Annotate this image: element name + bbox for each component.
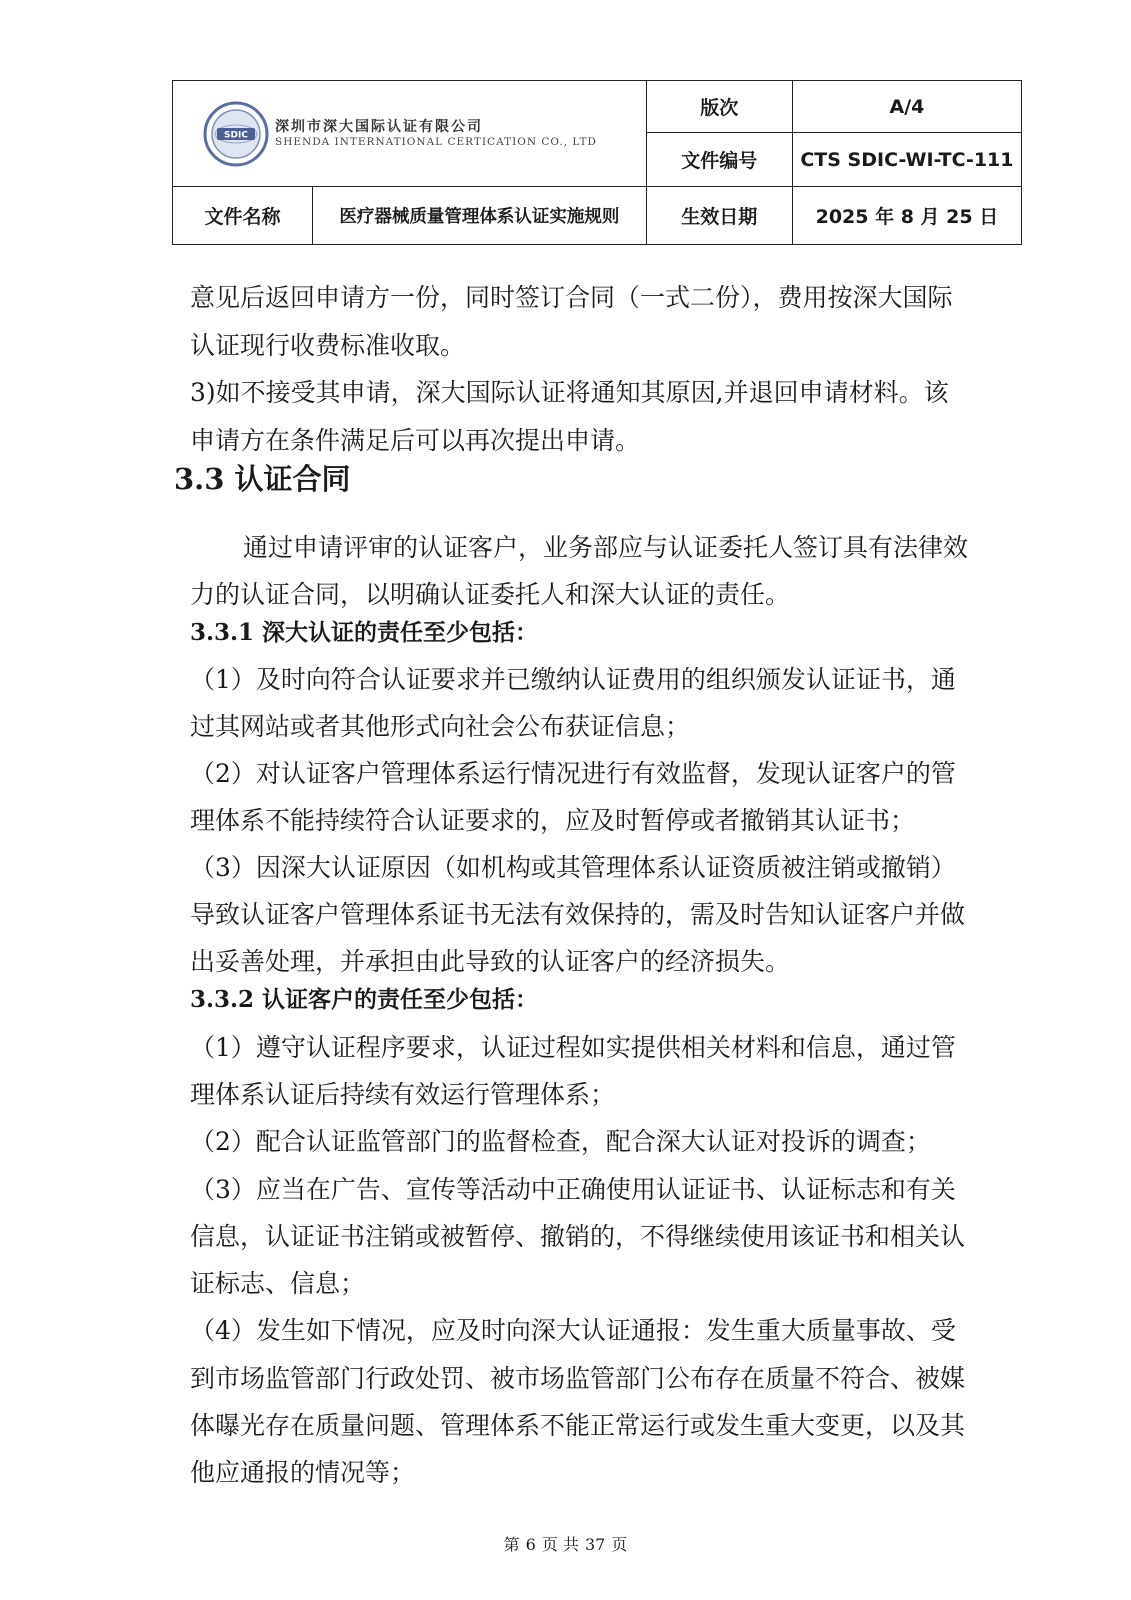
list-item-line: （3）应当在广告、宣传等活动中正确使用认证证书、认证标志和有关 <box>190 1175 956 1204</box>
effective-date-label: 生效日期 <box>646 187 792 245</box>
page-prefix: 第 <box>503 1535 520 1554</box>
list-item-line: 理体系认证后持续有效运行管理体系； <box>190 1080 616 1109</box>
logo-text: SDIC <box>224 130 248 140</box>
page-current: 6 <box>525 1535 536 1554</box>
effective-date-value: 2025 年 8 月 25 日 <box>792 187 1021 245</box>
paragraph-line: 3)如不接受其申请，深大国际认证将通知其原因,并退回申请材料。该 <box>190 378 949 407</box>
list-item-line: （1）及时向符合认证要求并已缴纳认证费用的组织颁发认证证书，通 <box>190 665 956 694</box>
page-suffix: 页 <box>611 1535 628 1554</box>
version-label: 版次 <box>646 81 792 133</box>
document-name-value: 医疗器械质量管理体系认证实施规则 <box>313 187 646 245</box>
subsection-heading-3-3-2: 3.3.2 认证客户的责任至少包括： <box>190 986 539 1013</box>
list-item-line: （1）遵守认证程序要求，认证过程如实提供相关材料和信息，通过管 <box>190 1033 956 1062</box>
version-value: A/4 <box>792 81 1021 133</box>
file-number-value: CTS SDIC-WI-TC-111 <box>792 133 1021 187</box>
paragraph-line: 认证现行收费标准收取。 <box>190 331 466 360</box>
list-item-line: 体曝光存在质量问题、管理体系不能正常运行或发生重大变更，以及其 <box>190 1411 966 1440</box>
list-item-line: （2）对认证客户管理体系运行情况进行有效监督，发现认证客户的管 <box>190 759 956 788</box>
page-total: 37 <box>584 1535 606 1554</box>
subsection-heading-3-3-1: 3.3.1 深大认证的责任至少包括： <box>190 619 539 646</box>
section-heading-3-3: 3.3 认证合同 <box>174 462 351 496</box>
page-footer <box>0 1532 1131 1555</box>
page-mid: 页 共 <box>541 1535 579 1554</box>
document-name-label: 文件名称 <box>173 187 313 245</box>
list-item-line: 证标志、信息； <box>190 1269 366 1298</box>
list-item-line: （3）因深大认证原因（如机构或其管理体系认证资质被注销或撤销） <box>190 853 956 882</box>
list-item-line: 他应通报的情况等； <box>190 1458 416 1487</box>
list-item-line: 到市场监管部门行政处罚、被市场监管部门公布存在质量不符合、被媒 <box>190 1364 966 1393</box>
list-item-line: （2）配合认证监管部门的监督检查，配合深大认证对投诉的调查； <box>190 1127 931 1156</box>
company-name-en: SHENDA INTERNATIONAL CERTICATION CO., LTD <box>275 135 597 148</box>
file-number-label: 文件编号 <box>646 133 792 187</box>
list-item-line: 理体系不能持续符合认证要求的，应及时暂停或者撤销其认证书； <box>190 806 916 835</box>
list-item-line: 导致认证客户管理体系证书无法有效保持的，需及时告知认证客户并做 <box>190 900 966 929</box>
paragraph-line: 申请方在条件满足后可以再次提出申请。 <box>190 426 641 455</box>
paragraph-line: 通过申请评审的认证客户，业务部应与认证委托人签订具有法律效 <box>243 533 969 562</box>
company-name-cn: 深圳市深大国际认证有限公司 <box>275 118 483 135</box>
list-item-line: （4）发生如下情况，应及时向深大认证通报：发生重大质量事故、受 <box>190 1316 956 1345</box>
list-item-line: 信息，认证证书注销或被暂停、撤销的，不得继续使用该证书和相关认 <box>190 1222 966 1251</box>
paragraph-line: 意见后返回申请方一份，同时签订合同（一式二份），费用按深大国际 <box>190 283 953 312</box>
list-item-line: 出妥善处理，并承担由此导致的认证客户的经济损失。 <box>190 947 791 976</box>
paragraph-line: 力的认证合同，以明确认证委托人和深大认证的责任。 <box>190 580 791 609</box>
list-item-line: 过其网站或者其他形式向社会公布获证信息； <box>190 712 691 741</box>
